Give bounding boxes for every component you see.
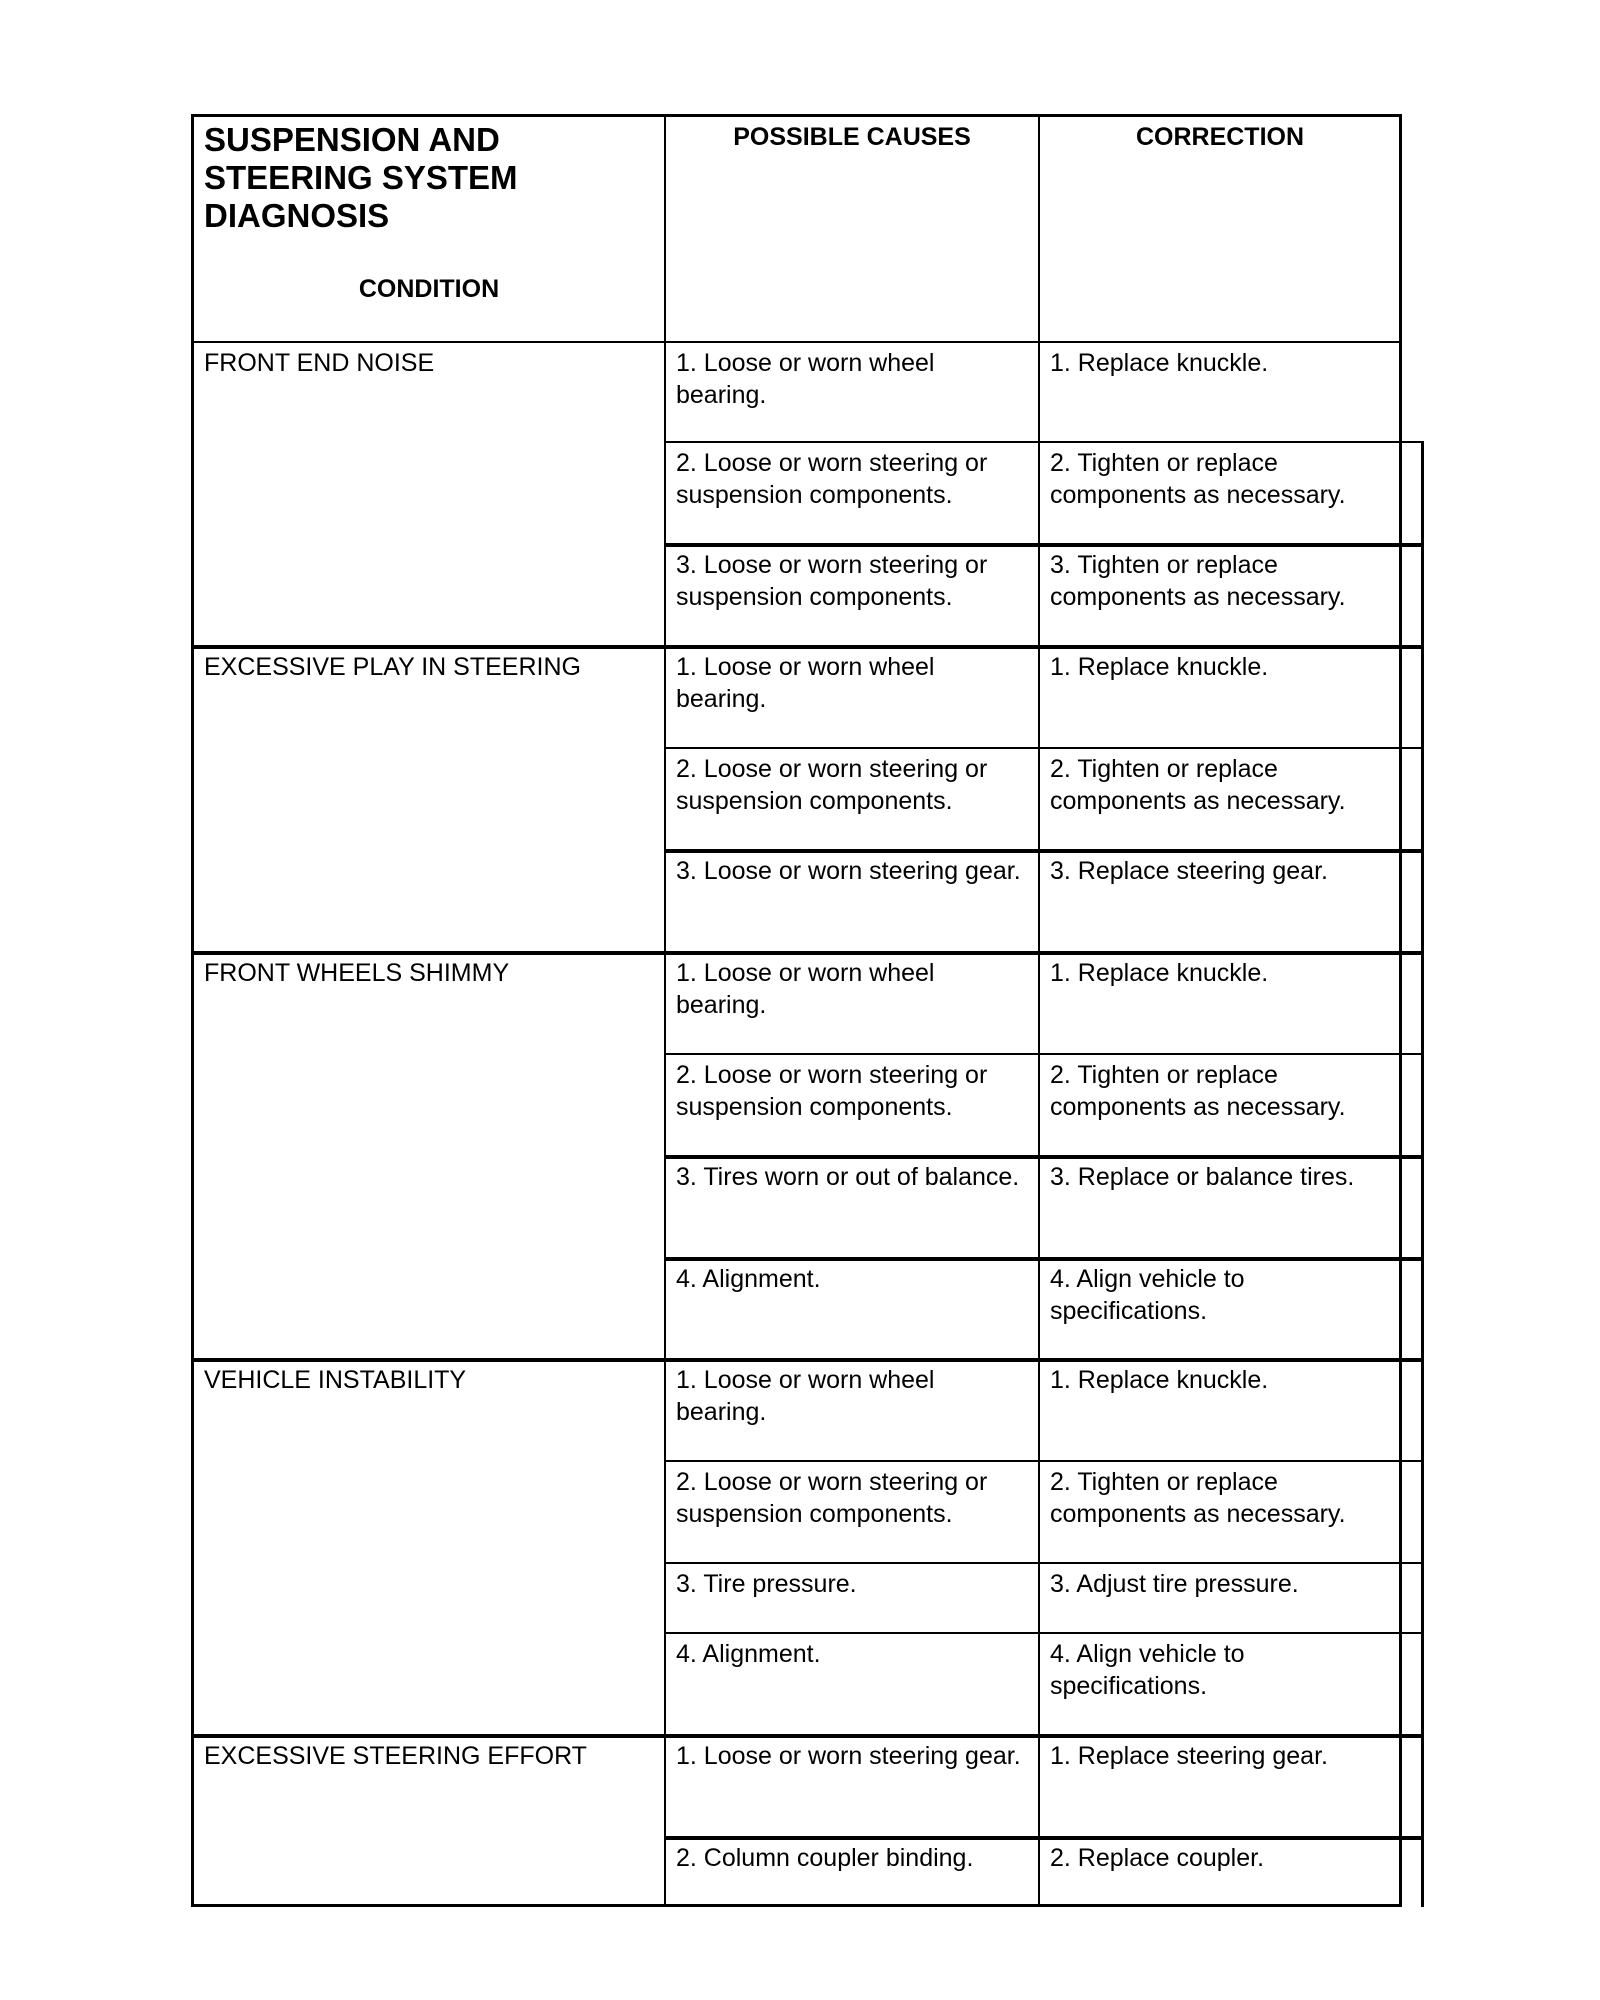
correction-header: CORRECTION: [1135, 123, 1305, 151]
correction-cell: 1. Replace knuckle.: [1050, 1366, 1269, 1394]
correction-cell: 4. Align vehicle to specifications.: [1050, 1640, 1245, 1700]
table-title: SUSPENSION AND STEERING SYSTEM DIAGNOSIS: [204, 121, 518, 234]
cause-cell: 1. Loose or worn wheel bearing.: [676, 959, 935, 1019]
correction-cell: 2. Tighten or replace components as necessary.: [1050, 449, 1346, 509]
correction-cell: 3. Tighten or replace components as necessary.: [1050, 551, 1346, 611]
cause-cell: 3. Loose or worn steering or suspension components.: [676, 551, 988, 611]
condition-cell: FRONT WHEELS SHIMMY: [204, 959, 510, 987]
correction-cell: 4. Align vehicle to specifications.: [1050, 1265, 1245, 1325]
correction-cell: 2. Tighten or replace components as necessary.: [1050, 1061, 1346, 1121]
cause-cell: 3. Tire pressure.: [676, 1570, 857, 1598]
condition-cell: EXCESSIVE STEERING EFFORT: [204, 1742, 587, 1770]
cause-cell: 2. Loose or worn steering or suspension components.: [676, 755, 988, 815]
condition-cell: EXCESSIVE PLAY IN STEERING: [204, 653, 581, 681]
cause-cell: 1. Loose or worn steering gear.: [676, 1742, 1021, 1770]
correction-cell: 3. Replace or balance tires.: [1050, 1163, 1355, 1191]
correction-cell: 3. Adjust tire pressure.: [1050, 1570, 1299, 1598]
correction-cell: 3. Replace steering gear.: [1050, 857, 1328, 885]
correction-cell: 1. Replace knuckle.: [1050, 959, 1269, 987]
correction-cell: 2. Tighten or replace components as necessary.: [1050, 755, 1346, 815]
cause-cell: 1. Loose or worn wheel bearing.: [676, 1366, 935, 1426]
condition-cell: FRONT END NOISE: [204, 349, 435, 377]
cause-cell: 4. Alignment.: [676, 1640, 821, 1668]
cause-cell: 2. Loose or worn steering or suspension components.: [676, 449, 988, 509]
cause-cell: 2. Loose or worn steering or suspension components.: [676, 1061, 988, 1121]
cause-cell: 3. Loose or worn steering gear.: [676, 857, 1021, 885]
cause-cell: 1. Loose or worn wheel bearing.: [676, 653, 935, 713]
diagnosis-table: [191, 114, 1402, 1907]
correction-cell: 1. Replace steering gear.: [1050, 1742, 1328, 1770]
cause-cell: 2. Column coupler binding.: [676, 1844, 974, 1872]
cause-cell: 2. Loose or worn steering or suspension components.: [676, 1468, 988, 1528]
correction-cell: 2. Replace coupler.: [1050, 1844, 1265, 1872]
right-border-line: [1402, 441, 1424, 1907]
condition-header: CONDITION: [358, 275, 500, 303]
correction-cell: 2. Tighten or replace components as necessary.: [1050, 1468, 1346, 1528]
cause-cell: 3. Tires worn or out of balance.: [676, 1163, 1020, 1191]
cause-cell: 1. Loose or worn wheel bearing.: [676, 349, 935, 409]
correction-cell: 1. Replace knuckle.: [1050, 349, 1269, 377]
possible-causes-header: POSSIBLE CAUSES: [733, 123, 971, 151]
correction-cell: 1. Replace knuckle.: [1050, 653, 1269, 681]
cause-cell: 4. Alignment.: [676, 1265, 821, 1293]
condition-cell: VEHICLE INSTABILITY: [204, 1366, 467, 1394]
